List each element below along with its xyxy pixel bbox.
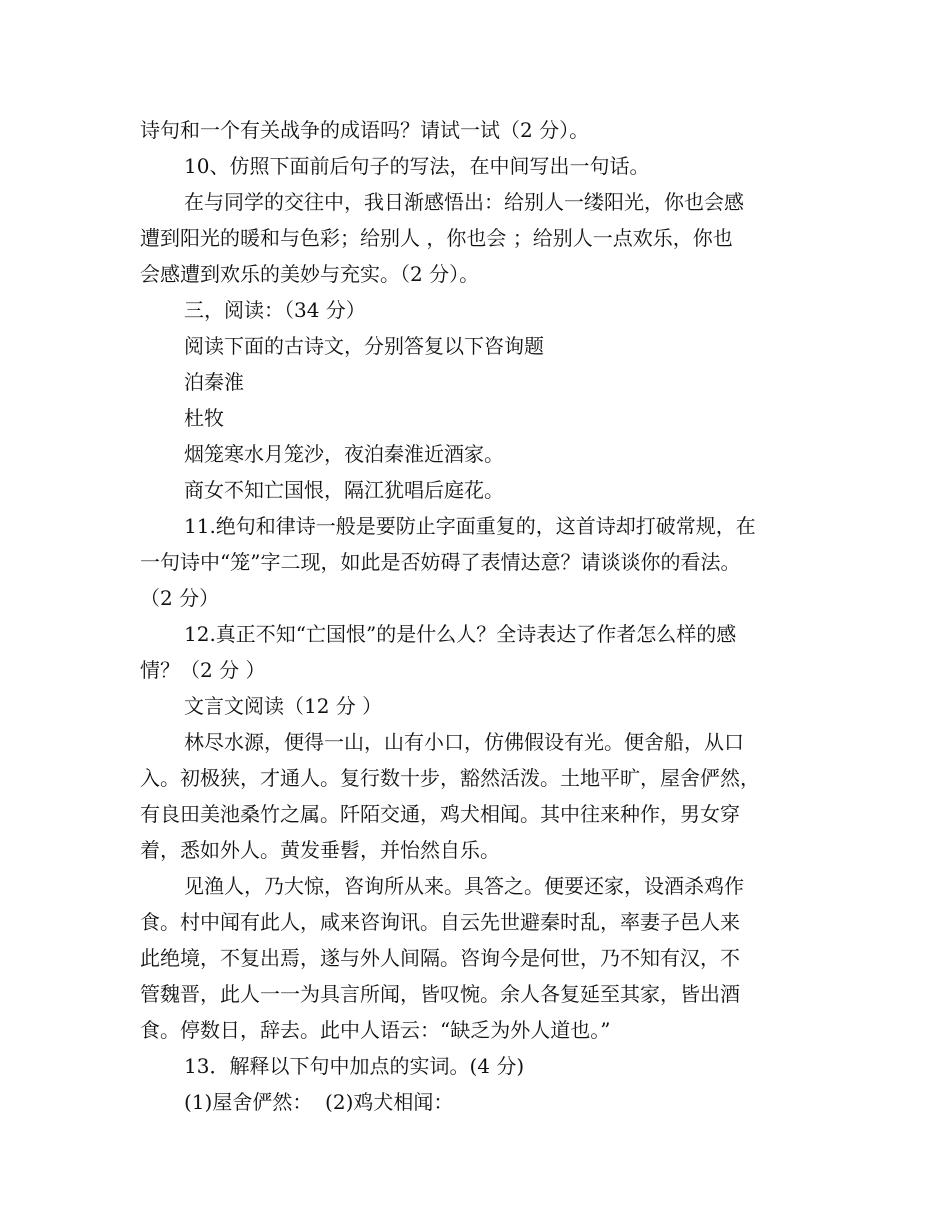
poem-line: 烟笼寒水月笼沙，夜泊秦淮近酒家。 [184, 442, 504, 466]
question-13-items: (1)屋舍俨然： (2)鸡犬相闻： [184, 1090, 454, 1114]
question-12: 12.真正不知“亡国恨”的是什么人？全诗表达了作者怎么样的感 [184, 622, 737, 646]
passage-line: 食。停数日，辞去。此中人语云：“缺乏为外人道也。” [140, 1018, 611, 1042]
question-11: 11.绝句和律诗一般是要防止字面重复的，这首诗却打破常规，在 [184, 514, 756, 538]
passage-line: 管魏晋，此人一一为具言所闻，皆叹惋。余人各复延至其家，皆出酒 [140, 982, 740, 1006]
poem-author: 杜牧 [184, 406, 224, 430]
section-heading: 三，阅读：（34 分） [184, 298, 366, 322]
text-line: 一句诗中“笼”字二现，如此是否妨碍了表情达意？请谈谈你的看法。 [140, 550, 741, 574]
passage-line: 见渔人，乃大惊，咨询所从来。具答之。便要还家，设酒杀鸡作 [184, 874, 744, 898]
text-line: 在与同学的交往中，我日渐感悟出：给别人一缕阳光，你也会感 [184, 190, 744, 214]
passage-line: 食。村中闻有此人，咸来咨询讯。自云先世避秦时乱，率妻子邑人来 [140, 910, 740, 934]
passage-line: 林尽水源，便得一山，山有小口，仿佛假设有光。便舍船，从口 [184, 730, 744, 754]
passage-line: 此绝境，不复出焉，遂与外人间隔。咨询今是何世，乃不知有汉，不 [140, 946, 740, 970]
text-line: 遭到阳光的暖和与色彩；给别人 ，你也会 ；给别人一点欢乐，你也 [140, 226, 733, 250]
question-10-prompt: 10、仿照下面前后句子的写法，在中间写出一句话。 [184, 154, 650, 178]
text-line: 诗句和一个有关战争的成语吗？请试一试（2 分）。 [140, 118, 590, 142]
passage-line: 有良田美池桑竹之属。阡陌交通，鸡犬相闻。其中往来种作，男女穿 [140, 802, 740, 826]
text-line: （2 分） [140, 586, 220, 610]
subsection-heading: 文言文阅读（12 分 ） [184, 694, 383, 718]
text-line: 情？（2 分 ） [140, 658, 266, 682]
poem-line: 商女不知亡国恨，隔江犹唱后庭花。 [184, 478, 504, 502]
reading-instruction: 阅读下面的古诗文，分别答复以下咨询题 [184, 334, 544, 358]
passage-line: 着，悉如外人。黄发垂髫，并怡然自乐。 [140, 838, 500, 862]
document-body [140, 112, 820, 1120]
poem-title: 泊秦淮 [184, 370, 244, 394]
question-13: 13．解释以下句中加点的实词。(4 分) [184, 1054, 525, 1078]
passage-line: 入。初极狭，才通人。复行数十步，豁然活泼。土地平旷，屋舍俨然， [140, 766, 760, 790]
text-line: 会感遭到欢乐的美妙与充实。（2 分）。 [140, 262, 480, 286]
